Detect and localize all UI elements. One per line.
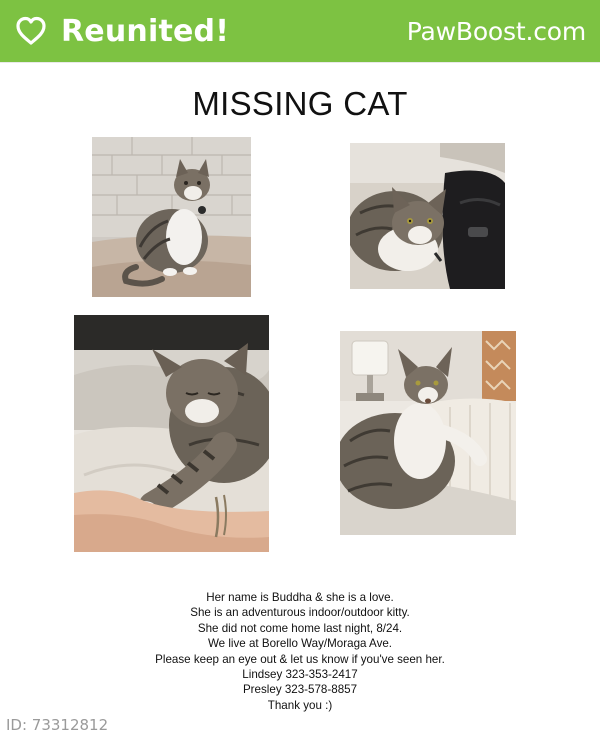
contact-lindsey: Lindsey 323-353-2417 (242, 668, 358, 682)
message-line: She did not come home last night, 8/24. (197, 621, 403, 635)
message-line: Please keep an eye out & let us know if you've seen her. (155, 652, 445, 666)
contact-presley: Presley 323-578-8857 (242, 683, 358, 697)
reunited-status: Reunited! (61, 13, 230, 49)
cat-photo-paw-on-hand (74, 315, 269, 552)
status-badge (14, 14, 229, 49)
reunited-banner (0, 0, 600, 62)
listing-id: ID: 73312812 (6, 716, 109, 734)
message-line: Her name is Buddha & she is a love. (206, 591, 394, 604)
cat-photo-lying-by-bag (350, 143, 505, 289)
brand-link[interactable]: PawBoost.com (406, 16, 586, 46)
flyer-message (0, 590, 600, 713)
cat-photo-lounging-on-blanket (340, 331, 516, 535)
flyer-title: MISSING CAT (192, 85, 408, 122)
message-line: She is an adventurous indoor/outdoor kitty. (190, 606, 410, 620)
message-line: Thank you :) (267, 698, 333, 712)
message-line: We live at Borello Way/Moraga Ave. (207, 637, 393, 651)
missing-cat-flyer (0, 62, 600, 715)
heart-outline-icon (14, 14, 48, 48)
cat-photo-sitting-on-bed (92, 137, 251, 297)
